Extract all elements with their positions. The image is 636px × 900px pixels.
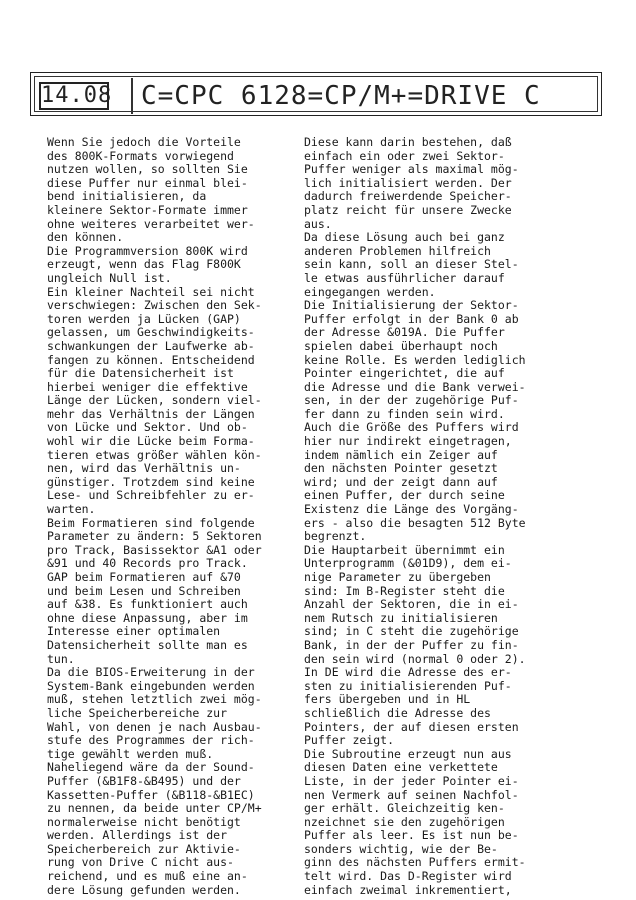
text-line: Da diese Lösung auch bei ganz [304,230,505,245]
text-line: nzeichnet sie den zugehörigen [304,814,505,829]
text-line: nen Vermerk auf seinen Nachfol- [304,787,519,802]
text-line: Puffer erfolgt in der Bank 0 ab [304,311,519,326]
text-line: Da die BIOS-Erweiterung in der [47,665,255,680]
text-line: Die Programmversion 800K wird [47,243,248,258]
text-line: indem nämlich ein Zeiger auf [304,447,498,462]
text-line: den sein wird (normal 0 oder 2). [304,651,526,666]
text-line: Kassetten-Puffer (&B118-&B1EC) [47,787,255,802]
text-line: fers übergeben und in HL [304,692,471,707]
text-line: und beim Lesen und Schreiben [47,583,241,598]
text-line: toren werden ja Lücken (GAP) [47,311,241,326]
text-line: sein kann, soll an dieser Stel- [304,257,519,272]
text-line: aus. [304,216,332,231]
text-line: hierbei weniger die effektive [47,379,248,394]
header-inner-frame [34,76,598,112]
text-line: diese Puffer nur einmal blei- [47,175,248,190]
text-line: wohl wir die Lücke beim Forma- [47,434,255,449]
text-line: In DE wird die Adresse des er- [304,665,512,680]
text-line: tun. [47,651,75,666]
text-line: Anzahl der Sektoren, die in ei- [304,597,519,612]
text-line: &91 und 40 Records pro Track. [47,556,248,571]
text-line: Puffer weniger als maximal mög- [304,162,519,177]
text-line: Puffer (&B1F8-&B495) und der [47,773,241,788]
text-line: ohne diese Anpassung, aber im [47,610,248,625]
text-line: tieren etwas größer wählen kön- [47,447,262,462]
text-line: schließlich die Adresse des [304,705,491,720]
text-line: rung von Drive C nicht aus- [47,855,234,870]
text-line: schwankungen der Laufwerke ab- [47,338,255,353]
text-line: ger erhält. Gleichzeitig ken- [304,801,505,816]
text-line: für die Datensicherheit ist [47,366,234,381]
text-line: sten zu initialisierenden Puf- [304,678,512,693]
text-line: Lese- und Schreibfehler zu er- [47,488,255,503]
text-line: System-Bank eingebunden werden [47,678,255,693]
text-line: die Adresse und die Bank verwei- [304,379,526,394]
text-line: einen Puffer, der durch seine [304,488,505,503]
text-line: sind: Im B-Register steht die [304,583,505,598]
text-line: von Lücke und Sektor. Und ob- [47,420,248,435]
text-line: anderen Problemen hilfreich [304,243,491,258]
text-line: erzeugt, wenn das Flag F800K [47,257,241,272]
text-line: nige Parameter zu übergeben [304,570,491,584]
text-line: sonders wichtig, wie der Be- [304,841,498,856]
text-line: stufe des Programmes der rich- [47,733,255,748]
text-line: nutzen wollen, so sollten Sie [47,162,248,177]
text-line: le etwas ausführlicher darauf [304,270,505,285]
text-line: Ein kleiner Nachteil sei nicht [47,284,255,299]
text-line: muß, stehen letztlich zwei mög- [47,692,262,707]
text-line: Naheliegend wäre da der Sound- [47,760,255,775]
text-line: Interesse einer optimalen [47,624,221,639]
text-line: Existenz die Länge des Vorgäng- [304,502,519,517]
text-line: telt wird. Das D-Register wird [304,869,512,884]
text-line: Die Hauptarbeit übernimmt ein [304,542,505,557]
text-line: dadurch freiwerdende Speicher- [304,189,512,204]
text-line: GAP beim Formatieren auf &70 [47,570,241,584]
text-line: auf &38. Es funktioniert auch [47,597,248,612]
text-line: normalerweise nicht benötigt [47,814,241,829]
text-line: nen, wird das Verhältnis un- [47,461,241,476]
text-line: pro Track, Basissektor &A1 oder [47,542,262,557]
section-header [30,72,602,116]
text-line: Pointers, der auf diesen ersten [304,719,519,734]
text-line: Parameter zu ändern: 5 Sektoren [47,529,262,544]
text-line: Speicherbereich zur Aktivie- [47,841,241,856]
text-line: Liste, in der jeder Pointer ei- [304,773,519,788]
text-line: ginn des nächsten Puffers ermit- [304,855,526,870]
text-line: Datensicherheit sollte man es [47,637,248,652]
text-line: einfach ein oder zwei Sektor- [304,148,505,163]
text-line: begrenzt. [304,529,367,544]
text-line: lich initialisiert werden. Der [304,175,512,190]
text-line: spielen dabei überhaupt noch [304,338,498,353]
text-line: einfach zweimal inkrementiert, [304,882,512,897]
text-line: Diese kann darin bestehen, daß [304,135,512,149]
text-line: zu nennen, da beide unter CP/M+ [47,801,262,816]
text-line: mehr das Verhältnis der Längen [47,406,255,421]
text-line: Pointer eingerichtet, die auf [304,366,505,381]
text-line: sind; in C steht die zugehörige [304,624,519,639]
text-line: dere Lösung gefunden werden. [47,882,241,897]
text-line: kleinere Sektor-Formate immer [47,202,248,217]
text-line: hier nur indirekt eingetragen, [304,434,512,449]
text-line: platz reicht für unsere Zwecke [304,202,512,217]
text-line: nem Rutsch zu initialisieren [304,610,498,625]
text-line: ers - also die besagten 512 Byte [304,515,526,530]
text-line: Puffer als leer. Es ist nun be- [304,828,519,843]
text-line: diesen Daten eine verkettete [304,760,498,775]
text-line: eingegangen werden. [304,284,436,299]
section-title: C=CPC 6128=CP/M+=DRIVE C [141,81,541,111]
text-line: verschwiegen: Zwischen den Sek- [47,298,262,313]
text-line: Beim Formatieren sind folgende [47,515,255,530]
section-number: 14.08 [41,83,113,108]
text-line: Unterprogramm (&01D9), dem ei- [304,556,512,571]
text-line: sen, in der der zugehörige Puf- [304,393,519,408]
text-line: liche Speicherbereiche zur [47,705,228,720]
text-line: Bank, in der der Puffer zu fin- [304,637,519,652]
text-line: Die Subroutine erzeugt nun aus [304,746,512,761]
text-line: Die Initialisierung der Sektor- [304,298,519,313]
text-line: tige gewählt werden muß. [47,746,214,761]
text-line: ungleich Null ist. [47,270,172,285]
text-line: gelassen, um Geschwindigkeits- [47,325,255,340]
text-line: Auch die Größe des Puffers wird [304,420,519,435]
right-column [304,136,552,897]
text-line: werden. Allerdings ist der [47,828,228,843]
text-line: den können. [47,230,124,245]
text-line: Länge der Lücken, sondern viel- [47,393,262,408]
text-line: reichend, und es muß eine an- [47,869,248,884]
text-line: ohne weiteres verarbeitet wer- [47,216,255,231]
text-line: fer dann zu finden sein wird. [304,406,505,421]
text-line: wird; und der zeigt dann auf [304,474,498,489]
text-line: Wenn Sie jedoch die Vorteile [47,135,241,149]
text-line: günstiger. Trotzdem sind keine [47,474,255,489]
text-line: warten. [47,502,96,517]
left-column [47,136,289,897]
text-line: des 800K-Formats vorwiegend [47,148,234,163]
text-line: Wahl, von denen je nach Ausbau- [47,719,262,734]
text-line: keine Rolle. Es werden lediglich [304,352,526,367]
text-line: Puffer zeigt. [304,733,395,748]
header-divider [131,78,133,114]
text-line: fangen zu können. Entscheidend [47,352,255,367]
text-line: der Adresse &019A. Die Puffer [304,325,505,340]
text-line: den nächsten Pointer gesetzt [304,461,498,476]
text-line: bend initialisieren, da [47,189,207,204]
